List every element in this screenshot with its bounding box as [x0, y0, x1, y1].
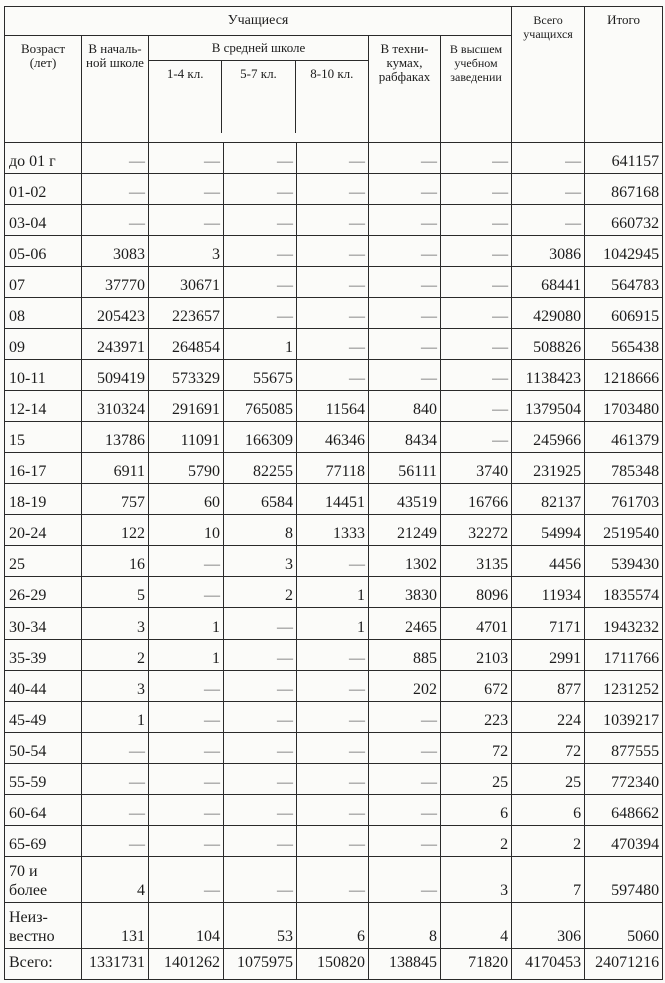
- primary-cell: 243971: [82, 329, 149, 360]
- table-row: [5, 422, 663, 453]
- age-cell: 45-49: [5, 701, 82, 732]
- secondary-school-title: В средней школе: [149, 36, 368, 61]
- grades-1-4-cell: 60: [149, 484, 224, 515]
- grades-5-7-cell: 3: [224, 546, 297, 577]
- grades-8-10-cell: —: [297, 546, 369, 577]
- higher-cell: 672: [441, 670, 512, 701]
- primary-cell: 37770: [82, 267, 149, 298]
- table-row: [5, 701, 663, 732]
- grades-1-4-cell: 30671: [149, 267, 224, 298]
- grand-total-cell: 1943232: [585, 608, 663, 639]
- grand-total-cell: 1231252: [585, 670, 663, 701]
- grades-5-7-cell: 2: [224, 577, 297, 608]
- primary-cell: —: [82, 205, 149, 236]
- grades-8-10-cell: —: [297, 856, 369, 902]
- higher-cell: 25: [441, 763, 512, 794]
- technical-cell: —: [369, 205, 441, 236]
- grades-5-7-cell: —: [224, 174, 297, 205]
- primary-cell: 2: [82, 639, 149, 670]
- primary-cell: —: [82, 174, 149, 205]
- primary-cell: —: [82, 732, 149, 763]
- grand-total-cell: 606915: [585, 298, 663, 329]
- primary-cell: 310324: [82, 391, 149, 422]
- higher-cell: 16766: [441, 484, 512, 515]
- table-row: [5, 639, 663, 670]
- grades-1-4-cell: 10: [149, 515, 224, 546]
- table-row: [5, 732, 663, 763]
- grades-1-4-cell: —: [149, 577, 224, 608]
- total-students-cell: 877: [512, 670, 585, 701]
- grades-5-7-cell: —: [224, 763, 297, 794]
- table-row: [5, 453, 663, 484]
- age-cell: 18-19: [5, 484, 82, 515]
- grand-total-cell: 772340: [585, 763, 663, 794]
- higher-cell: 2103: [441, 639, 512, 670]
- technical-cell: 138845: [369, 948, 441, 979]
- primary-cell: 13786: [82, 422, 149, 453]
- total-students-cell: 245966: [512, 422, 585, 453]
- total-students-cell: —: [512, 174, 585, 205]
- grades-1-4-cell: 1: [149, 608, 224, 639]
- total-students-cell: 7: [512, 856, 585, 902]
- grand-total-cell: 867168: [585, 174, 663, 205]
- age-cell: 05-06: [5, 236, 82, 267]
- total-students-cell: 6: [512, 794, 585, 825]
- age-cell: 25: [5, 546, 82, 577]
- total-students-cell: 508826: [512, 329, 585, 360]
- primary-cell: 6911: [82, 453, 149, 484]
- grand-total-cell: 5060: [585, 902, 663, 948]
- grades-8-10-cell: —: [297, 329, 369, 360]
- grades-1-4-cell: 291691: [149, 391, 224, 422]
- age-cell: 12-14: [5, 391, 82, 422]
- total-students-cell: 7171: [512, 608, 585, 639]
- age-cell: Всего:: [5, 948, 82, 979]
- table-row: [5, 298, 663, 329]
- grades-1-4-cell: —: [149, 856, 224, 902]
- grades-1-4-cell: —: [149, 205, 224, 236]
- age-header: Возраст (лет): [5, 36, 82, 143]
- technical-cell: —: [369, 174, 441, 205]
- grades-5-7-cell: —: [224, 794, 297, 825]
- technical-cell: 202: [369, 670, 441, 701]
- technical-cell: 2465: [369, 608, 441, 639]
- grand-total-cell: 1042945: [585, 236, 663, 267]
- higher-cell: —: [441, 329, 512, 360]
- table-row: [5, 794, 663, 825]
- census-table-page: [4, 6, 662, 980]
- grades-5-7-cell: —: [224, 701, 297, 732]
- grades-8-10-cell: —: [297, 701, 369, 732]
- total-students-cell: 3086: [512, 236, 585, 267]
- grades-5-7-cell: —: [224, 639, 297, 670]
- grades-8-10-cell: —: [297, 670, 369, 701]
- primary-cell: 3: [82, 608, 149, 639]
- age-cell: 07: [5, 267, 82, 298]
- total-students-cell: 2: [512, 825, 585, 856]
- primary-cell: 1: [82, 701, 149, 732]
- age-cell: 65-69: [5, 825, 82, 856]
- grand-total-cell: 1039217: [585, 701, 663, 732]
- grades-8-10-cell: —: [297, 360, 369, 391]
- technical-cell: —: [369, 732, 441, 763]
- grades-8-10-cell: 150820: [297, 948, 369, 979]
- grades-1-4-cell: 264854: [149, 329, 224, 360]
- grades-5-7-cell: 82255: [224, 453, 297, 484]
- technical-cell: 43519: [369, 484, 441, 515]
- table-row: [5, 236, 663, 267]
- technical-cell: —: [369, 825, 441, 856]
- grades-5-7-cell: —: [224, 856, 297, 902]
- primary-cell: —: [82, 143, 149, 174]
- total-students-header: Всего учащихся: [512, 7, 585, 143]
- table-body: [5, 143, 663, 980]
- grades-8-10-cell: —: [297, 763, 369, 794]
- higher-cell: —: [441, 236, 512, 267]
- total-students-cell: 429080: [512, 298, 585, 329]
- table-row: [5, 484, 663, 515]
- grades-8-10-cell: —: [297, 236, 369, 267]
- age-cell: 15: [5, 422, 82, 453]
- higher-cell: 3: [441, 856, 512, 902]
- grand-total-cell: 1711766: [585, 639, 663, 670]
- table-row: [5, 825, 663, 856]
- grades-8-10-cell: —: [297, 639, 369, 670]
- grades-8-10-cell: 1: [297, 577, 369, 608]
- technical-school-header: В техни-кумах, рабфаках: [369, 36, 441, 143]
- table-row: [5, 391, 663, 422]
- grades-8-10-cell: —: [297, 143, 369, 174]
- primary-cell: —: [82, 825, 149, 856]
- grand-total-cell: 648662: [585, 794, 663, 825]
- total-students-cell: —: [512, 205, 585, 236]
- grades-1-4-cell: —: [149, 670, 224, 701]
- total-students-cell: 2991: [512, 639, 585, 670]
- grades-1-4-cell: —: [149, 763, 224, 794]
- grand-total-cell: 1218666: [585, 360, 663, 391]
- age-cell: 10-11: [5, 360, 82, 391]
- higher-cell: —: [441, 267, 512, 298]
- table-row: [5, 267, 663, 298]
- technical-cell: 3830: [369, 577, 441, 608]
- primary-cell: 5: [82, 577, 149, 608]
- grades-8-10-cell: 11564: [297, 391, 369, 422]
- age-cell: 60-64: [5, 794, 82, 825]
- age-cell: 20-24: [5, 515, 82, 546]
- grand-total-cell: 539430: [585, 546, 663, 577]
- primary-cell: 3: [82, 670, 149, 701]
- table-row: [5, 143, 663, 174]
- grades-8-10-cell: —: [297, 825, 369, 856]
- grades-1-4-cell: 573329: [149, 360, 224, 391]
- higher-cell: 6: [441, 794, 512, 825]
- primary-cell: —: [82, 763, 149, 794]
- total-students-cell: 306: [512, 902, 585, 948]
- technical-cell: 8: [369, 902, 441, 948]
- grades-5-7-cell: 166309: [224, 422, 297, 453]
- grand-total-cell: 877555: [585, 732, 663, 763]
- technical-cell: 1302: [369, 546, 441, 577]
- total-students-cell: 1379504: [512, 391, 585, 422]
- grades-5-7-cell: —: [224, 205, 297, 236]
- grades-5-7-cell: 8: [224, 515, 297, 546]
- grades-8-10-cell: 46346: [297, 422, 369, 453]
- technical-cell: —: [369, 329, 441, 360]
- grades-5-7-cell: —: [224, 143, 297, 174]
- grades-5-7-cell: —: [224, 732, 297, 763]
- technical-cell: —: [369, 701, 441, 732]
- higher-cell: —: [441, 360, 512, 391]
- grades-8-10-cell: —: [297, 174, 369, 205]
- table-row: [5, 515, 663, 546]
- total-students-cell: 54994: [512, 515, 585, 546]
- grades-5-7-cell: —: [224, 608, 297, 639]
- table-row: [5, 856, 663, 902]
- technical-cell: 885: [369, 639, 441, 670]
- total-students-cell: 72: [512, 732, 585, 763]
- technical-cell: —: [369, 236, 441, 267]
- age-cell: 09: [5, 329, 82, 360]
- higher-cell: 71820: [441, 948, 512, 979]
- age-cell: 03-04: [5, 205, 82, 236]
- higher-cell: 4701: [441, 608, 512, 639]
- grades-1-4-cell: 11091: [149, 422, 224, 453]
- grades-5-7-cell: —: [224, 825, 297, 856]
- age-cell: до 01 г: [5, 143, 82, 174]
- grades-1-4-cell: 1: [149, 639, 224, 670]
- total-students-cell: 1138423: [512, 360, 585, 391]
- technical-cell: 56111: [369, 453, 441, 484]
- total-students-cell: 25: [512, 763, 585, 794]
- grand-total-cell: 761703: [585, 484, 663, 515]
- table-row: [5, 174, 663, 205]
- grades-5-7-cell: 53: [224, 902, 297, 948]
- grand-total-header: Итого: [585, 7, 663, 143]
- primary-cell: 757: [82, 484, 149, 515]
- grades-8-10-cell: —: [297, 794, 369, 825]
- higher-cell: 32272: [441, 515, 512, 546]
- age-cell: 50-54: [5, 732, 82, 763]
- grades-5-7-cell: 1: [224, 329, 297, 360]
- students-by-age-table: [4, 6, 663, 980]
- grades-8-10-cell: —: [297, 267, 369, 298]
- grades-5-7-cell: 765085: [224, 391, 297, 422]
- primary-cell: 16: [82, 546, 149, 577]
- grades-8-10-cell: —: [297, 732, 369, 763]
- higher-cell: —: [441, 422, 512, 453]
- grand-total-cell: 470394: [585, 825, 663, 856]
- grades-5-7-cell: 1075975: [224, 948, 297, 979]
- total-students-cell: 4456: [512, 546, 585, 577]
- grades-1-4-cell: 1401262: [149, 948, 224, 979]
- technical-cell: —: [369, 360, 441, 391]
- grand-total-cell: 1703480: [585, 391, 663, 422]
- technical-cell: —: [369, 856, 441, 902]
- grand-total-cell: 565438: [585, 329, 663, 360]
- grades-5-7-cell: —: [224, 670, 297, 701]
- higher-cell: 8096: [441, 577, 512, 608]
- grades-1-4-cell: —: [149, 546, 224, 577]
- technical-cell: —: [369, 298, 441, 329]
- grades-8-10-cell: 77118: [297, 453, 369, 484]
- grand-total-cell: 2519540: [585, 515, 663, 546]
- primary-cell: 122: [82, 515, 149, 546]
- grades-1-4-cell: —: [149, 701, 224, 732]
- higher-cell: 72: [441, 732, 512, 763]
- grades-1-4-cell: —: [149, 732, 224, 763]
- grades-5-7-cell: —: [224, 236, 297, 267]
- higher-cell: —: [441, 174, 512, 205]
- grades-8-10-cell: 14451: [297, 484, 369, 515]
- age-cell: 16-17: [5, 453, 82, 484]
- primary-cell: —: [82, 794, 149, 825]
- table-row: [5, 608, 663, 639]
- table-row: [5, 546, 663, 577]
- grades-8-10-cell: 6: [297, 902, 369, 948]
- grades-1-4-cell: —: [149, 825, 224, 856]
- higher-cell: —: [441, 205, 512, 236]
- higher-cell: —: [441, 298, 512, 329]
- grand-total-cell: 24071216: [585, 948, 663, 979]
- primary-cell: 205423: [82, 298, 149, 329]
- grades-8-10-header: 8-10 кл.: [310, 66, 354, 81]
- age-cell: 30-34: [5, 608, 82, 639]
- total-students-cell: 82137: [512, 484, 585, 515]
- age-cell: 40-44: [5, 670, 82, 701]
- technical-cell: —: [369, 794, 441, 825]
- grades-1-4-cell: —: [149, 794, 224, 825]
- grand-total-cell: 461379: [585, 422, 663, 453]
- table-row: [5, 205, 663, 236]
- grades-8-10-cell: 1: [297, 608, 369, 639]
- table-row: [5, 670, 663, 701]
- grades-8-10-cell: —: [297, 298, 369, 329]
- technical-cell: —: [369, 763, 441, 794]
- grades-8-10-cell: 1333: [297, 515, 369, 546]
- table-row: [5, 329, 663, 360]
- total-students-cell: —: [512, 143, 585, 174]
- technical-cell: —: [369, 143, 441, 174]
- grades-1-4-cell: 223657: [149, 298, 224, 329]
- table-row: [5, 902, 663, 948]
- technical-cell: 21249: [369, 515, 441, 546]
- higher-cell: 3740: [441, 453, 512, 484]
- higher-education-header: В высшем учебном заведении: [441, 36, 512, 143]
- primary-cell: 4: [82, 856, 149, 902]
- grand-total-cell: 1835574: [585, 577, 663, 608]
- higher-cell: 223: [441, 701, 512, 732]
- primary-cell: 131: [82, 902, 149, 948]
- total-students-cell: 224: [512, 701, 585, 732]
- age-cell: 01-02: [5, 174, 82, 205]
- grand-total-cell: 660732: [585, 205, 663, 236]
- age-cell: Неиз-вестно: [5, 902, 82, 948]
- higher-cell: —: [441, 391, 512, 422]
- total-row: [5, 948, 663, 979]
- total-students-cell: 68441: [512, 267, 585, 298]
- students-group-header: Учащиеся: [5, 7, 512, 36]
- grand-total-cell: 597480: [585, 856, 663, 902]
- secondary-school-header: [149, 36, 369, 143]
- higher-cell: 2: [441, 825, 512, 856]
- grand-total-cell: 785348: [585, 453, 663, 484]
- table-row: [5, 577, 663, 608]
- grades-8-10-cell: —: [297, 205, 369, 236]
- technical-cell: 840: [369, 391, 441, 422]
- grades-1-4-cell: 3: [149, 236, 224, 267]
- grades-1-4-cell: 104: [149, 902, 224, 948]
- grades-5-7-cell: —: [224, 298, 297, 329]
- table-row: [5, 360, 663, 391]
- grades-5-7-cell: 6584: [224, 484, 297, 515]
- grades-1-4-cell: —: [149, 174, 224, 205]
- technical-cell: 8434: [369, 422, 441, 453]
- technical-cell: —: [369, 267, 441, 298]
- age-cell: 55-59: [5, 763, 82, 794]
- age-cell: 70 и более: [5, 856, 82, 902]
- grades-5-7-header: 5-7 кл.: [222, 61, 295, 133]
- grand-total-cell: 564783: [585, 267, 663, 298]
- grades-1-4-cell: —: [149, 143, 224, 174]
- primary-school-header: В началь-ной школе: [82, 36, 149, 143]
- higher-cell: 3135: [441, 546, 512, 577]
- grades-1-4-header: 1-4 кл.: [149, 61, 222, 133]
- table-row: [5, 763, 663, 794]
- grades-5-7-cell: —: [224, 267, 297, 298]
- age-cell: 35-39: [5, 639, 82, 670]
- age-cell: 08: [5, 298, 82, 329]
- primary-cell: 509419: [82, 360, 149, 391]
- grades-1-4-cell: 5790: [149, 453, 224, 484]
- total-students-cell: 231925: [512, 453, 585, 484]
- total-students-cell: 4170453: [512, 948, 585, 979]
- age-cell: 26-29: [5, 577, 82, 608]
- total-students-cell: 11934: [512, 577, 585, 608]
- primary-cell: 3083: [82, 236, 149, 267]
- grand-total-cell: 641157: [585, 143, 663, 174]
- grades-5-7-cell: 55675: [224, 360, 297, 391]
- primary-cell: 1331731: [82, 948, 149, 979]
- higher-cell: —: [441, 143, 512, 174]
- higher-cell: 4: [441, 902, 512, 948]
